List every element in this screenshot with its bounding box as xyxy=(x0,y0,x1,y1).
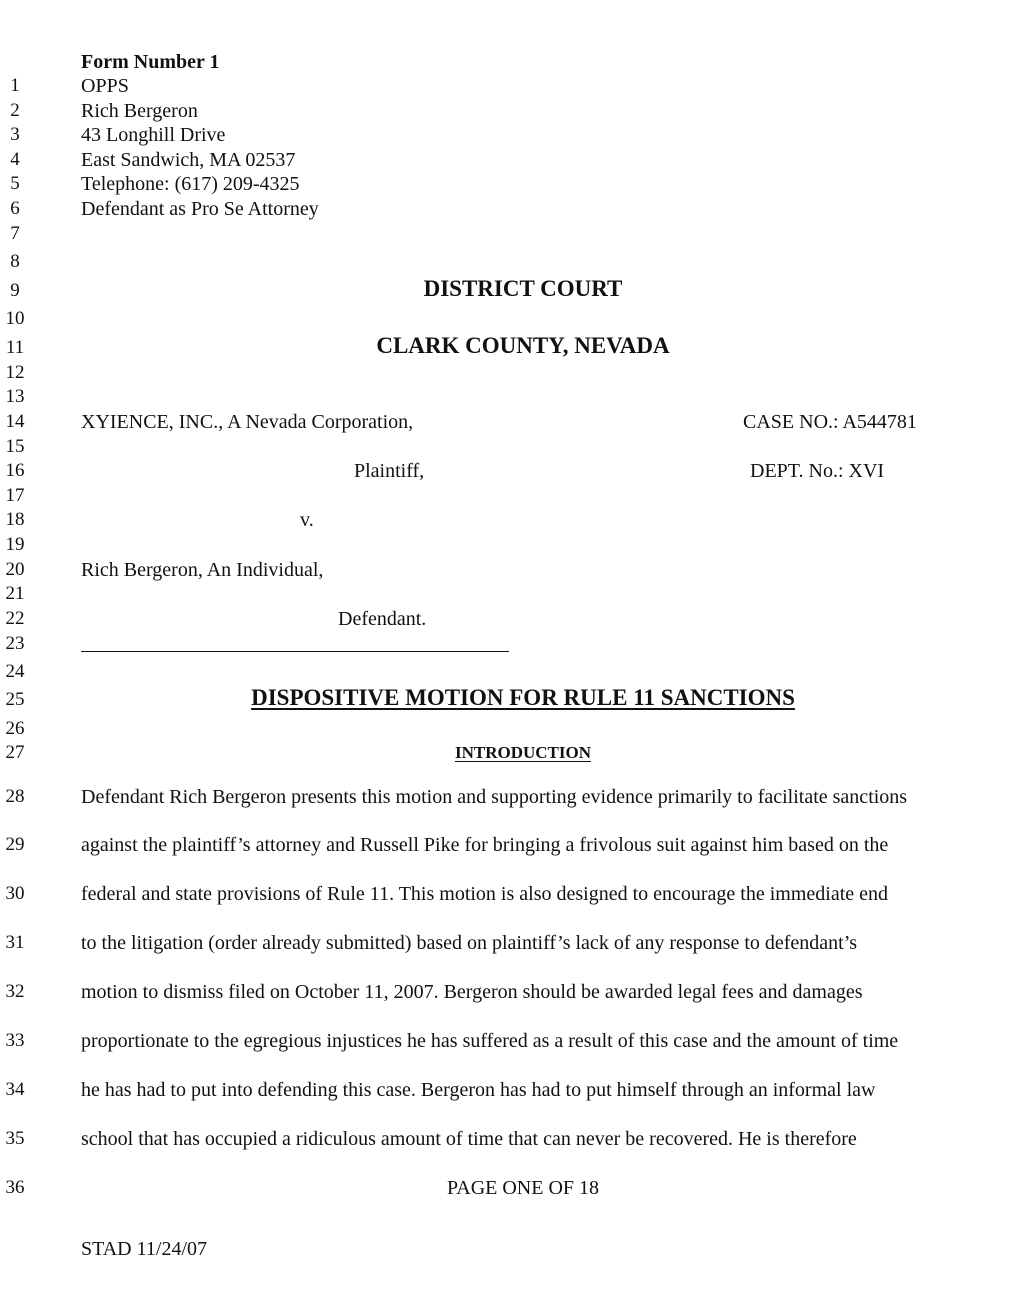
street-address: 43 Longhill Drive xyxy=(81,124,226,146)
line-number: 28 xyxy=(5,786,25,807)
line-number: 24 xyxy=(5,661,25,682)
line-number: 20 xyxy=(5,559,25,580)
line-number: 31 xyxy=(5,932,25,953)
line-number: 15 xyxy=(5,436,25,457)
line-number: 4 xyxy=(10,149,20,170)
plaintiff-name: XYIENCE, INC., A Nevada Corporation, xyxy=(81,411,414,433)
line-number: 12 xyxy=(5,362,25,383)
line-number: 33 xyxy=(5,1030,25,1051)
line-number: 27 xyxy=(5,742,25,763)
line-number: 35 xyxy=(5,1128,25,1149)
court-name: DISTRICT COURT xyxy=(423,276,623,301)
dept-number: DEPT. No.: XVI xyxy=(750,460,885,482)
line-number: 10 xyxy=(5,308,25,329)
line-number: 23 xyxy=(5,633,25,654)
court-county: CLARK COUNTY, NEVADA xyxy=(376,333,670,358)
defendant-label: Defendant. xyxy=(338,608,427,630)
line-number: 8 xyxy=(10,251,20,272)
motion-title: DISPOSITIVE MOTION FOR RULE 11 SANCTIONS xyxy=(251,685,795,710)
line-number: 6 xyxy=(10,198,20,219)
line-number: 18 xyxy=(5,509,25,530)
body-line: federal and state provisions of Rule 11. This motion is also designed to encourage the immediate end xyxy=(81,883,889,905)
defendant-name: Rich Bergeron, An Individual, xyxy=(81,559,324,581)
body-line: to the litigation (order already submitted) based on plaintiff’s lack of any response to defendant’s xyxy=(81,932,858,954)
versus-label: v. xyxy=(300,509,314,531)
line-number: 30 xyxy=(5,883,25,904)
line-number: 34 xyxy=(5,1079,25,1100)
author-name: Rich Bergeron xyxy=(81,100,198,122)
line-number: 1 xyxy=(10,75,20,96)
telephone: Telephone: (617) 209-4325 xyxy=(81,173,300,195)
line-number: 3 xyxy=(10,124,20,145)
body-line: motion to dismiss filed on October 11, 2007. Bergeron should be awarded legal fees and damages xyxy=(81,981,863,1003)
line-number: 9 xyxy=(10,280,20,301)
line-number: 32 xyxy=(5,981,25,1002)
line-number: 36 xyxy=(5,1177,25,1198)
section-heading: INTRODUCTION xyxy=(454,743,592,762)
attorney-role: Defendant as Pro Se Attorney xyxy=(81,198,319,220)
body-line: proportionate to the egregious injustices he has suffered as a result of this case and the amount of time xyxy=(81,1030,899,1052)
line-number: 14 xyxy=(5,411,25,432)
line-number: 2 xyxy=(10,100,20,121)
line-number: 25 xyxy=(5,689,25,710)
line-number: 26 xyxy=(5,718,25,739)
line-number: 17 xyxy=(5,485,25,506)
case-number: CASE NO.: A544781 xyxy=(743,411,917,433)
body-line: he has had to put into defending this case. Bergeron has had to put himself through an informal law xyxy=(81,1079,876,1101)
line-number: 29 xyxy=(5,834,25,855)
line-number: 16 xyxy=(5,460,25,481)
line-number: 7 xyxy=(10,223,20,244)
body-line: against the plaintiff’s attorney and Russell Pike for bringing a frivolous suit against him based on the xyxy=(81,834,889,856)
plaintiff-label: Plaintiff, xyxy=(354,460,425,482)
form-number: Form Number 1 xyxy=(81,51,220,73)
city-address: East Sandwich, MA 02537 xyxy=(81,149,296,171)
line-number: 13 xyxy=(5,386,25,407)
body-line: school that has occupied a ridiculous amount of time that can never be recovered. He is therefore xyxy=(81,1128,857,1150)
body-line: Defendant Rich Bergeron presents this motion and supporting evidence primarily to facilitate sanctions xyxy=(81,786,908,808)
line-number: 5 xyxy=(10,173,20,194)
doc-type: OPPS xyxy=(81,75,129,97)
date-stamp: STAD 11/24/07 xyxy=(81,1238,207,1260)
caption-divider xyxy=(81,651,509,652)
line-number: 19 xyxy=(5,534,25,555)
line-number: 22 xyxy=(5,608,25,629)
line-number: 11 xyxy=(5,337,25,358)
page-footer: PAGE ONE OF 18 xyxy=(446,1177,600,1199)
line-number: 21 xyxy=(5,583,25,604)
